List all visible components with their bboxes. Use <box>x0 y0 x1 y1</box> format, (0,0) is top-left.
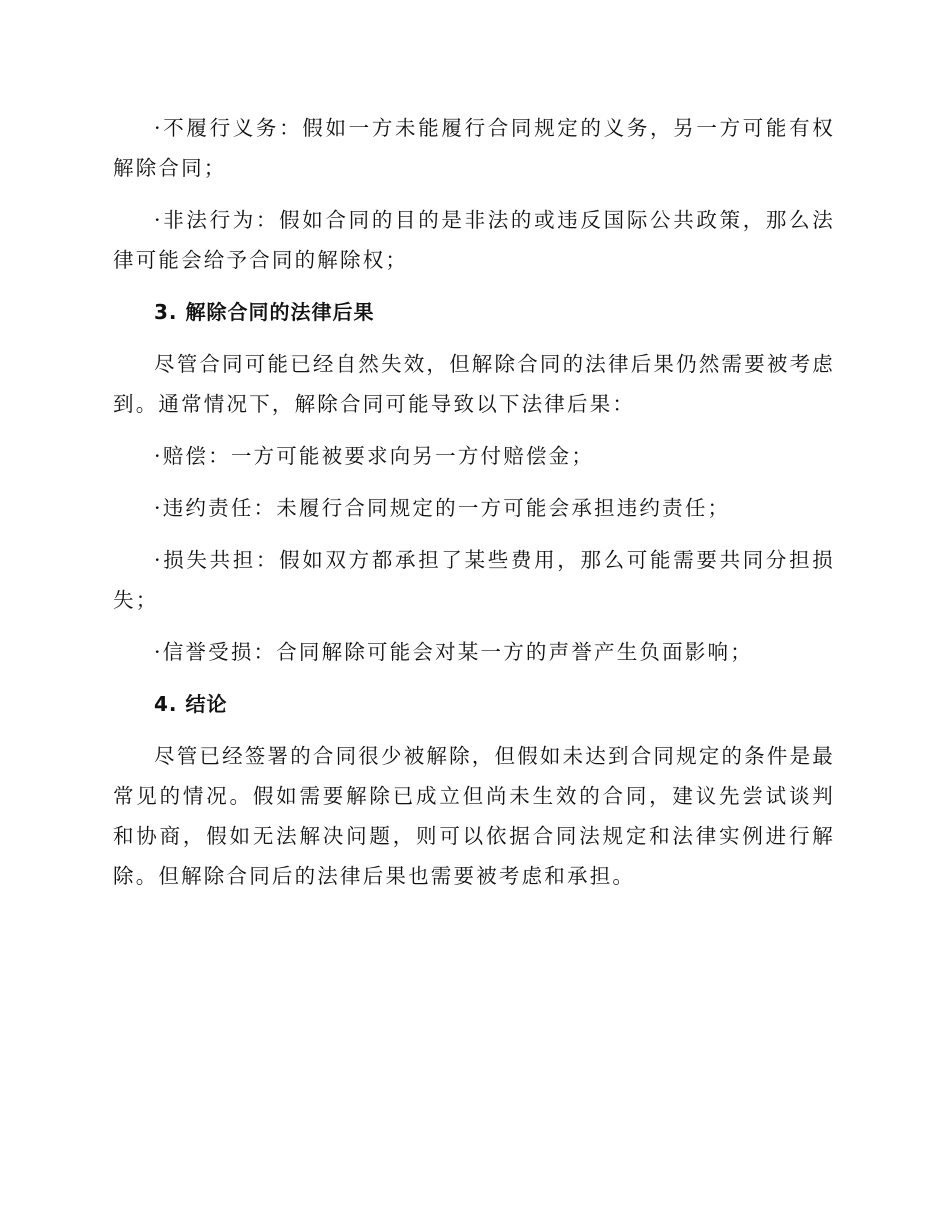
bullet-loss-sharing: ·损失共担：假如双方都承担了某些费用，那么可能需要共同分担损失； <box>113 548 835 612</box>
bullet-reputation-damage: ·信誉受损：合同解除可能会对某一方的声誉产生负面影响； <box>154 640 753 664</box>
paragraph-consequences-intro: 尽管合同可能已经自然失效，但解除合同的法律后果仍然需要被考虑到。通常情况下，解除合同可能导致以下法律后果： <box>113 352 835 416</box>
section-heading-conclusion: 4. 结论 <box>154 692 228 716</box>
bullet-breach-liability: ·违约责任：未履行合同规定的一方可能会承担违约责任； <box>154 496 731 520</box>
section-heading-legal-consequences: 3. 解除合同的法律后果 <box>154 300 375 324</box>
bullet-illegal-act: ·非法行为：假如合同的目的是非法的或违反国际公共政策，那么法律可能会给予合同的解除权； <box>113 208 835 272</box>
document-body <box>113 108 835 908</box>
bullet-compensation: ·赔偿：一方可能被要求向另一方付赔偿金； <box>154 444 595 468</box>
bullet-non-performance: ·不履行义务：假如一方未能履行合同规定的义务，另一方可能有权解除合同； <box>113 116 835 180</box>
paragraph-conclusion: 尽管已经签署的合同很少被解除，但假如未达到合同规定的条件是最常见的情况。假如需要解除已成立但尚未生效的合同，建议先尝试谈判和协商，假如无法解决问题，则可以依据合同法规定和法律实例进行解除。但解除合同后的法律后果也需要被考虑和承担。 <box>113 744 835 888</box>
